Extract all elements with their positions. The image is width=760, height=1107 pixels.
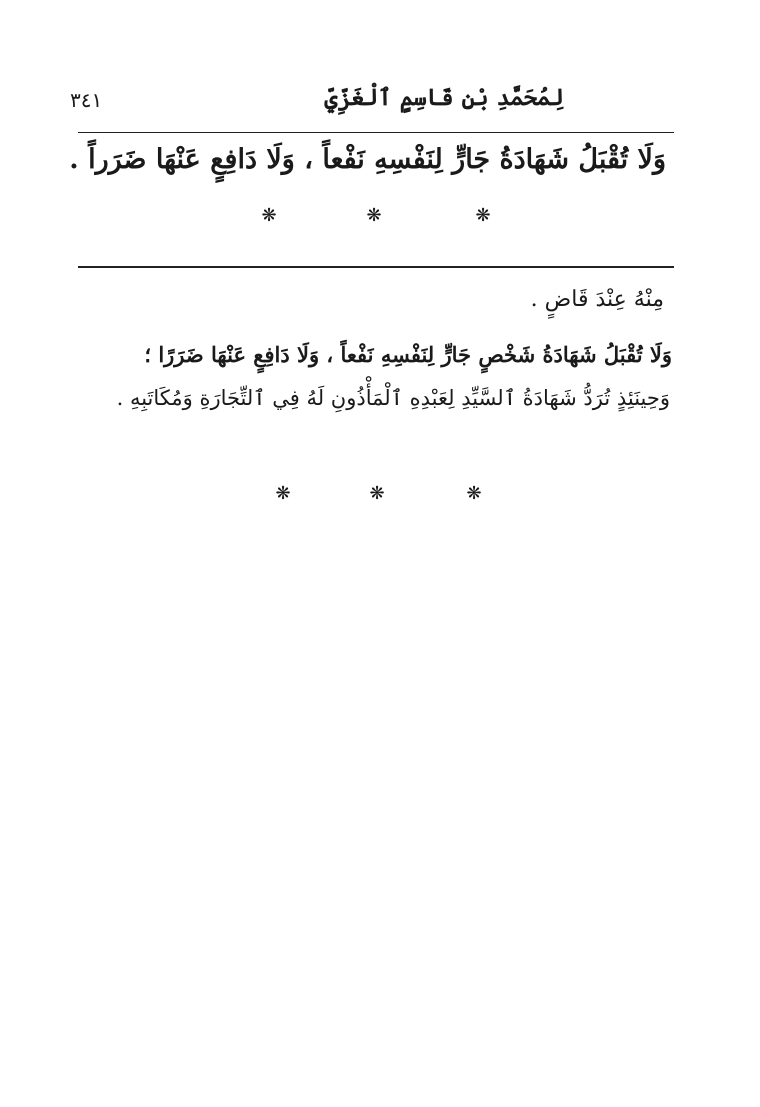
header-rule bbox=[78, 132, 674, 133]
separator-star-icon: ❋ bbox=[275, 483, 291, 504]
separator-star-icon: ❋ bbox=[261, 205, 277, 226]
separator-star-icon: ❋ bbox=[366, 205, 382, 226]
separator-star-icon: ❋ bbox=[475, 205, 491, 226]
separator-star-icon: ❋ bbox=[369, 483, 385, 504]
running-head: لِمُحَمَّدِ بْنِ قَاسِمٍ ٱلْغَزِّيِّ bbox=[324, 84, 564, 111]
paragraph-line-1: مِنْهُ عِنْدَ قَاضٍ . bbox=[530, 287, 664, 312]
section-rule bbox=[78, 266, 674, 268]
page-number: ٣٤١ bbox=[70, 88, 103, 112]
upper-text-line: وَلَا تُقْبَلُ شَهَادَةُ جَارٍّ لِنَفْسِهِ نَفْعاً ، وَلَا دَافِعٍ عَنْهَا ضَرَراً . bbox=[69, 144, 666, 175]
paragraph-line-2: وَلَا تُقْبَلُ شَهَادَةُ شَخْصٍ جَارٍّ لِنَفْسِهِ نَفْعاً ، وَلَا دَافِعٍ عَنْهَا ضَرَرًا ؛ bbox=[144, 342, 672, 367]
separator-star-icon: ❋ bbox=[466, 483, 482, 504]
paragraph-line-3: وَحِينَئِذٍ تُرَدُّ شَهَادَةُ ٱلسَّيِّدِ لِعَبْدِهِ ٱلْمَأْذُونِ لَهُ فِي ٱلتِّجَارَةِ وَمُكَاتَبِهِ . bbox=[116, 386, 670, 410]
